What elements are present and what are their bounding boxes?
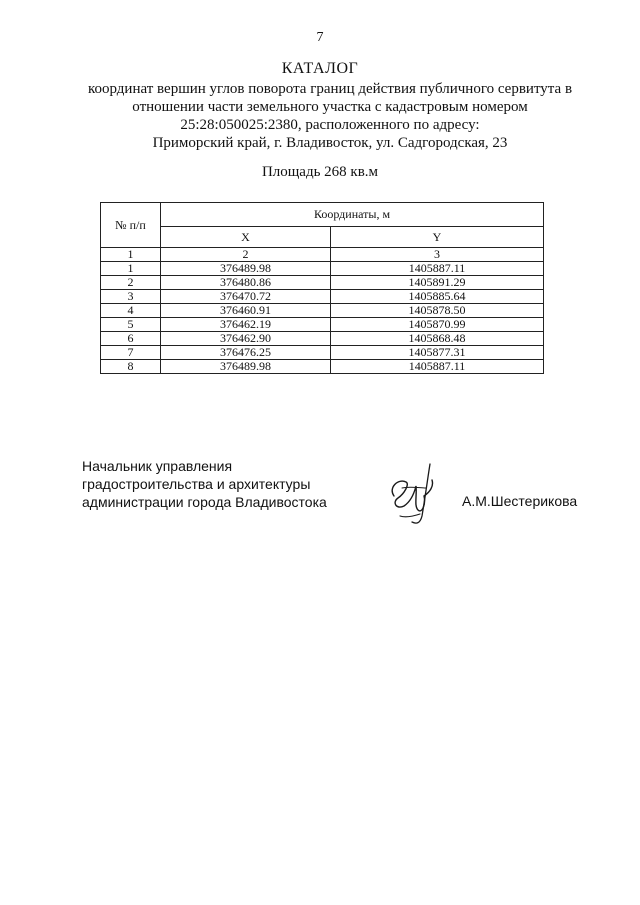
table-row: [101, 262, 544, 276]
x-value: 376470.72: [161, 290, 331, 304]
x-value: 376489.98: [161, 360, 331, 374]
signer-position-line: администрации города Владивостока: [82, 494, 327, 510]
row-number: 7: [101, 346, 161, 360]
subtitle-line: Приморский край, г. Владивосток, ул. Садгородская, 23: [152, 135, 508, 151]
table-row: [101, 318, 544, 332]
y-value: 1405877.31: [331, 346, 544, 360]
row-number: 2: [101, 276, 161, 290]
x-value: 376480.86: [161, 276, 331, 290]
x-value: 376460.91: [161, 304, 331, 318]
x-value: 376462.90: [161, 332, 331, 346]
y-value: 1405887.11: [331, 360, 544, 374]
header-number: № п/п: [101, 203, 161, 248]
column-index: 1: [101, 248, 161, 262]
header-x: X: [161, 227, 331, 248]
y-value: 1405885.64: [331, 290, 544, 304]
y-value: 1405887.11: [331, 262, 544, 276]
document-title: КАТАЛОГ: [281, 60, 359, 77]
row-number: 1: [101, 262, 161, 276]
y-value: 1405868.48: [331, 332, 544, 346]
header-y: Y: [331, 227, 544, 248]
column-index-row: [101, 248, 544, 262]
signer-name: А.М.Шестерикова: [462, 493, 578, 509]
column-index: 2: [161, 248, 331, 262]
subtitle-line: 25:28:050025:2380, расположенного по адресу:: [180, 117, 480, 133]
document-subtitle: [60, 80, 600, 152]
row-number: 5: [101, 318, 161, 332]
table-row: [101, 332, 544, 346]
table-row: [101, 276, 544, 290]
page-number: 7: [316, 30, 324, 45]
y-value: 1405878.50: [331, 304, 544, 318]
table-row: [101, 290, 544, 304]
table-row: [101, 360, 544, 374]
y-value: 1405870.99: [331, 318, 544, 332]
row-number: 6: [101, 332, 161, 346]
signer-position: [82, 457, 327, 511]
coordinates-table: [100, 202, 544, 374]
signer-position-line: градостроительства и архитектуры: [82, 476, 311, 492]
handwritten-signature: [380, 458, 450, 528]
signer-position-line: Начальник управления: [82, 458, 233, 474]
x-value: 376462.19: [161, 318, 331, 332]
table-row: [101, 346, 544, 360]
subtitle-line: отношении части земельного участка с кадастровым номером: [132, 99, 528, 115]
y-value: 1405891.29: [331, 276, 544, 290]
column-index: 3: [331, 248, 544, 262]
x-value: 376489.98: [161, 262, 331, 276]
row-number: 8: [101, 360, 161, 374]
area-label: Площадь 268 кв.м: [261, 164, 379, 180]
subtitle-line: координат вершин углов поворота границ действия публичного сервитута в: [87, 81, 573, 97]
row-number: 3: [101, 290, 161, 304]
row-number: 4: [101, 304, 161, 318]
header-coordinates: Координаты, м: [161, 203, 544, 227]
x-value: 376476.25: [161, 346, 331, 360]
table-row: [101, 304, 544, 318]
